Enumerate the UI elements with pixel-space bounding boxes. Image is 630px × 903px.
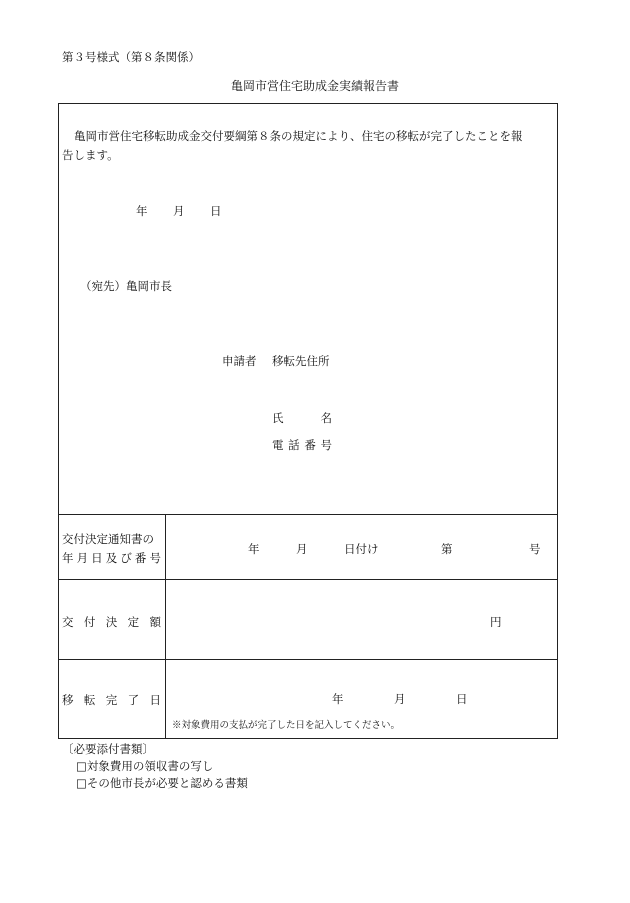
row2-label-char: 額 (149, 615, 161, 629)
date-day: 日 (210, 204, 222, 218)
intro-line-1: 亀岡市営住宅移転助成金交付要綱第８条の規定により、住宅の移転が完了したことを報 (74, 129, 523, 143)
row3-year: 年 (332, 692, 344, 706)
name-label (272, 410, 332, 426)
row2-label (62, 614, 161, 630)
attachments-heading: 〔必要添付書類〕 (62, 742, 154, 756)
row2-label-char: 交 (62, 615, 74, 629)
attachment-item: □対象費用の領収書の写し (76, 759, 214, 773)
form-number: 第３号様式（第８条関係） (62, 50, 200, 64)
row3-note: ※対象費用の支払が完了した日を記入してください。 (172, 720, 401, 731)
row1-label-char: 及 (105, 551, 118, 565)
row3-day: 日 (456, 692, 468, 706)
row3-label-char: 日 (149, 693, 161, 707)
row1-label-line2 (62, 550, 161, 566)
row2-label-char: 定 (127, 615, 140, 629)
phone-label-char: 話 (288, 438, 300, 452)
row1-dated: 日付け (344, 542, 379, 556)
row1-label-char: 年 (62, 551, 74, 565)
name-label-char: 氏 (272, 411, 284, 425)
row2-label-char: 付 (83, 615, 96, 629)
row1-label-char: 番 (134, 551, 147, 565)
addressee: （宛先）亀岡市長 (80, 279, 172, 293)
row1-year: 年 (248, 542, 260, 556)
intro-line-2: 告します。 (62, 148, 119, 162)
row1-label-char: 月 (76, 551, 89, 565)
phone-label-char: 号 (320, 438, 332, 452)
name-label-char: 名 (320, 411, 332, 425)
row1-label-char: び (120, 551, 132, 565)
applicant-label: 申請者 (222, 354, 257, 368)
row3-label-char: 移 (62, 693, 74, 707)
row3-label-char: 了 (127, 693, 140, 707)
row3-label-char: 転 (83, 693, 96, 707)
phone-label-char: 番 (304, 438, 316, 452)
row1-label-char: 号 (149, 551, 161, 565)
row1-label-line1: 交付決定通知書の (62, 532, 154, 546)
column-divider (165, 514, 166, 739)
row1-month: 月 (296, 542, 308, 556)
attachment-item: □その他市長が必要と認める書類 (76, 776, 248, 790)
date-month: 月 (173, 204, 185, 218)
phone-label (272, 437, 332, 453)
phone-label-char: 電 (272, 438, 284, 452)
date-year: 年 (136, 204, 148, 218)
row2-unit: 円 (490, 615, 502, 629)
row2-label-char: 決 (105, 615, 118, 629)
row3-label-char: 完 (105, 693, 118, 707)
row1-label-char: 日 (91, 551, 103, 565)
address-label: 移転先住所 (272, 354, 330, 368)
row1-dai: 第 (441, 542, 453, 556)
page-title: 亀岡市営住宅助成金実績報告書 (230, 79, 399, 93)
divider (58, 579, 558, 580)
row1-go: 号 (529, 542, 541, 556)
row3-label (62, 692, 161, 708)
row3-month: 月 (394, 692, 406, 706)
divider (58, 659, 558, 660)
divider (58, 514, 558, 515)
